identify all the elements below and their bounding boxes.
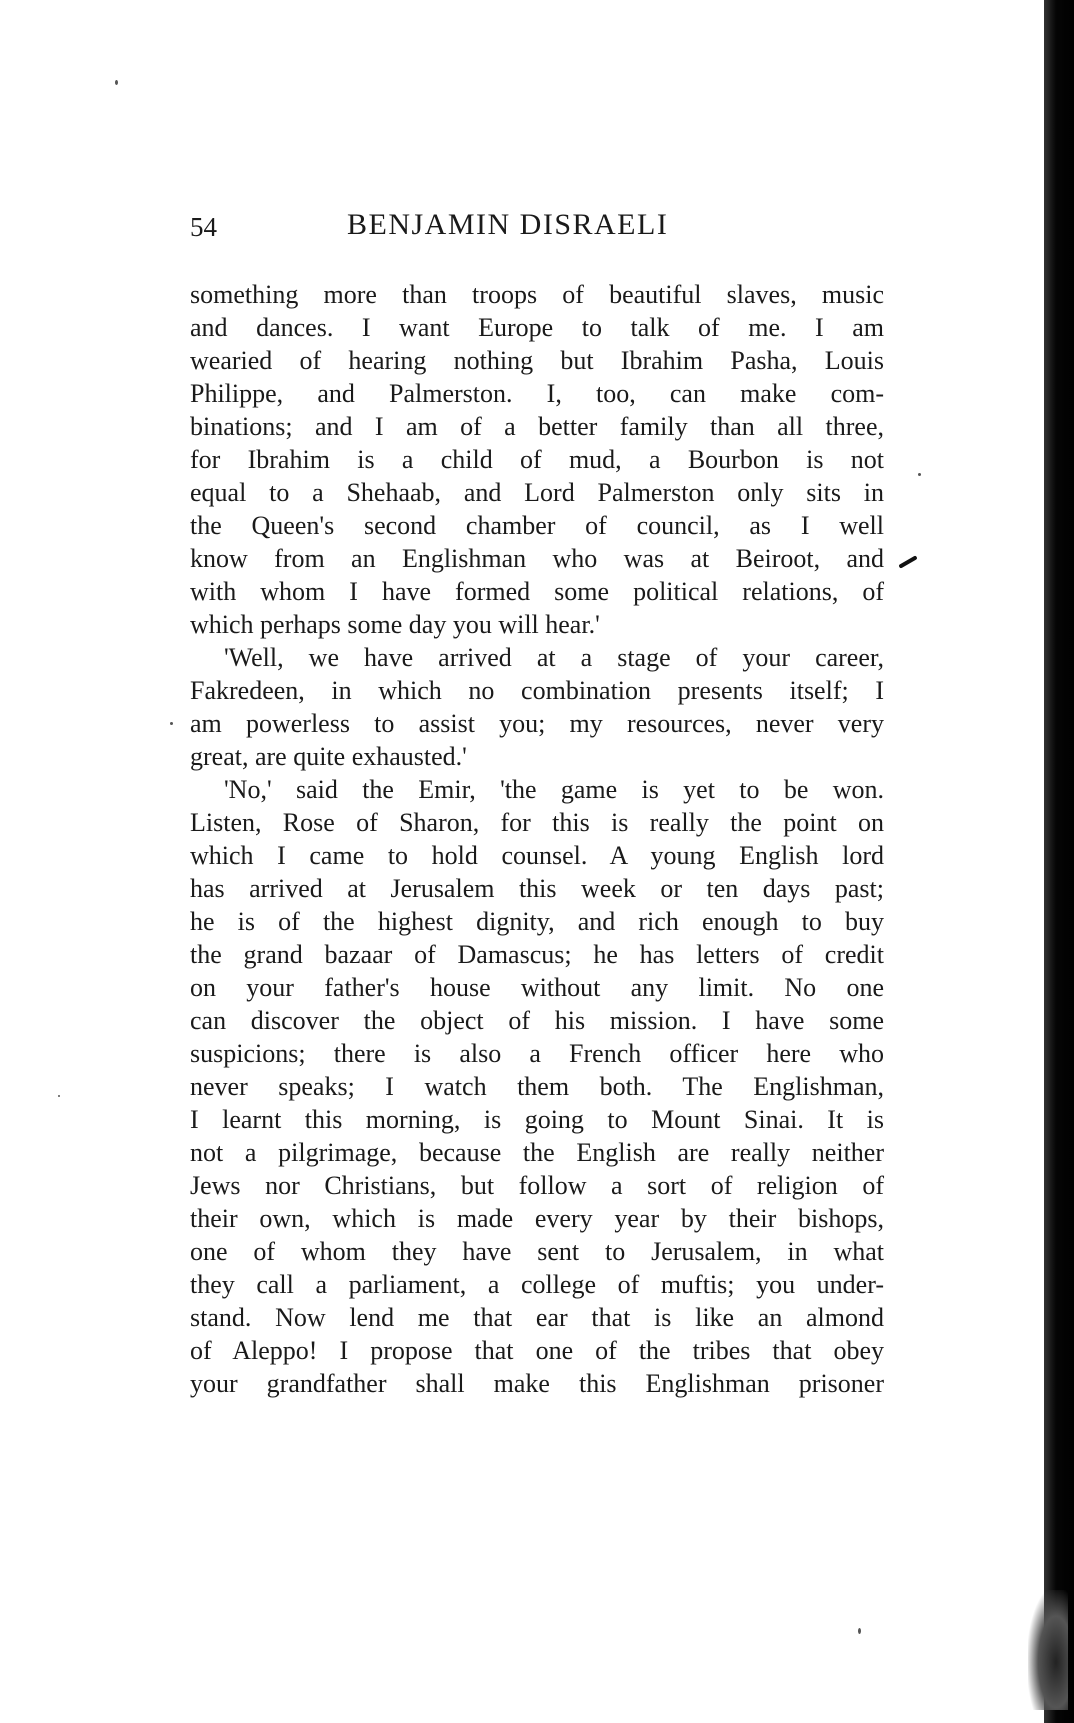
text-line: suspicions; there is also a French officer here who xyxy=(190,1039,884,1068)
text-line: Philippe, and Palmerston. I, too, can make com- xyxy=(190,379,884,408)
text-line: Listen, Rose of Sharon, for this is really the point on xyxy=(190,808,884,837)
body-text xyxy=(190,278,884,1400)
text-line: I learnt this morning, is going to Mount Sinai. It is xyxy=(190,1105,884,1134)
text-line: 'Well, we have arrived at a stage of your career, xyxy=(224,643,884,672)
page-number: 54 xyxy=(190,212,217,242)
text-line: which I came to hold counsel. A young English lord xyxy=(190,841,884,870)
text-line: has arrived at Jerusalem this week or ten days past; xyxy=(190,874,884,903)
page-header xyxy=(190,208,890,252)
text-line: am powerless to assist you; my resources, never very xyxy=(190,709,884,738)
text-line: something more than troops of beautiful slaves, music xyxy=(190,280,884,309)
text-line: never speaks; I watch them both. The Englishman, xyxy=(190,1072,884,1101)
text-line: your grandfather shall make this Englishman prisoner xyxy=(190,1369,884,1398)
text-line: for Ibrahim is a child of mud, a Bourbon is not xyxy=(190,445,884,474)
text-line: the Queen's second chamber of council, as I well xyxy=(190,511,884,540)
text-line: Jews nor Christians, but follow a sort of religion of xyxy=(190,1171,884,1200)
text-line: equal to a Shehaab, and Lord Palmerston only sits in xyxy=(190,478,884,507)
text-line: which perhaps some day you will hear.' xyxy=(190,610,600,639)
text-line: on your father's house without any limit. No one xyxy=(190,973,884,1002)
text-line: they call a parliament, a college of muftis; you under- xyxy=(190,1270,884,1299)
running-head: BENJAMIN DISRAELI xyxy=(347,208,669,241)
text-line: can discover the object of his mission. I have some xyxy=(190,1006,884,1035)
page-edge-shadow xyxy=(1044,0,1074,1723)
text-line: the grand bazaar of Damascus; he has letters of credit xyxy=(190,940,884,969)
dust-speck xyxy=(170,722,173,725)
text-line: their own, which is made every year by their bishops, xyxy=(190,1204,884,1233)
text-line: one of whom they have sent to Jerusalem, in what xyxy=(190,1237,884,1266)
text-line: Fakredeen, in which no combination presents itself; I xyxy=(190,676,884,705)
dust-speck xyxy=(918,473,921,476)
text-line: know from an Englishman who was at Beiroot, and xyxy=(190,544,884,573)
dust-speck xyxy=(858,1628,861,1634)
text-line: of Aleppo! I propose that one of the tribes that obey xyxy=(190,1336,884,1365)
text-line: not a pilgrimage, because the English are really neither xyxy=(190,1138,884,1167)
dust-speck xyxy=(115,80,118,85)
text-line: binations; and I am of a better family than all three, xyxy=(190,412,884,441)
text-line: stand. Now lend me that ear that is like an almond xyxy=(190,1303,884,1332)
text-line: and dances. I want Europe to talk of me. I am xyxy=(190,313,884,342)
text-line: he is of the highest dignity, and rich enough to buy xyxy=(190,907,884,936)
text-line: wearied of hearing nothing but Ibrahim Pasha, Louis xyxy=(190,346,884,375)
text-line: great, are quite exhausted.' xyxy=(190,742,467,771)
text-line: with whom I have formed some political relations, of xyxy=(190,577,884,606)
page-edge-mark xyxy=(1028,1590,1068,1710)
margin-tick-mark xyxy=(898,555,917,568)
text-line: 'No,' said the Emir, 'the game is yet to be won. xyxy=(224,775,884,804)
dust-speck xyxy=(58,1095,60,1097)
